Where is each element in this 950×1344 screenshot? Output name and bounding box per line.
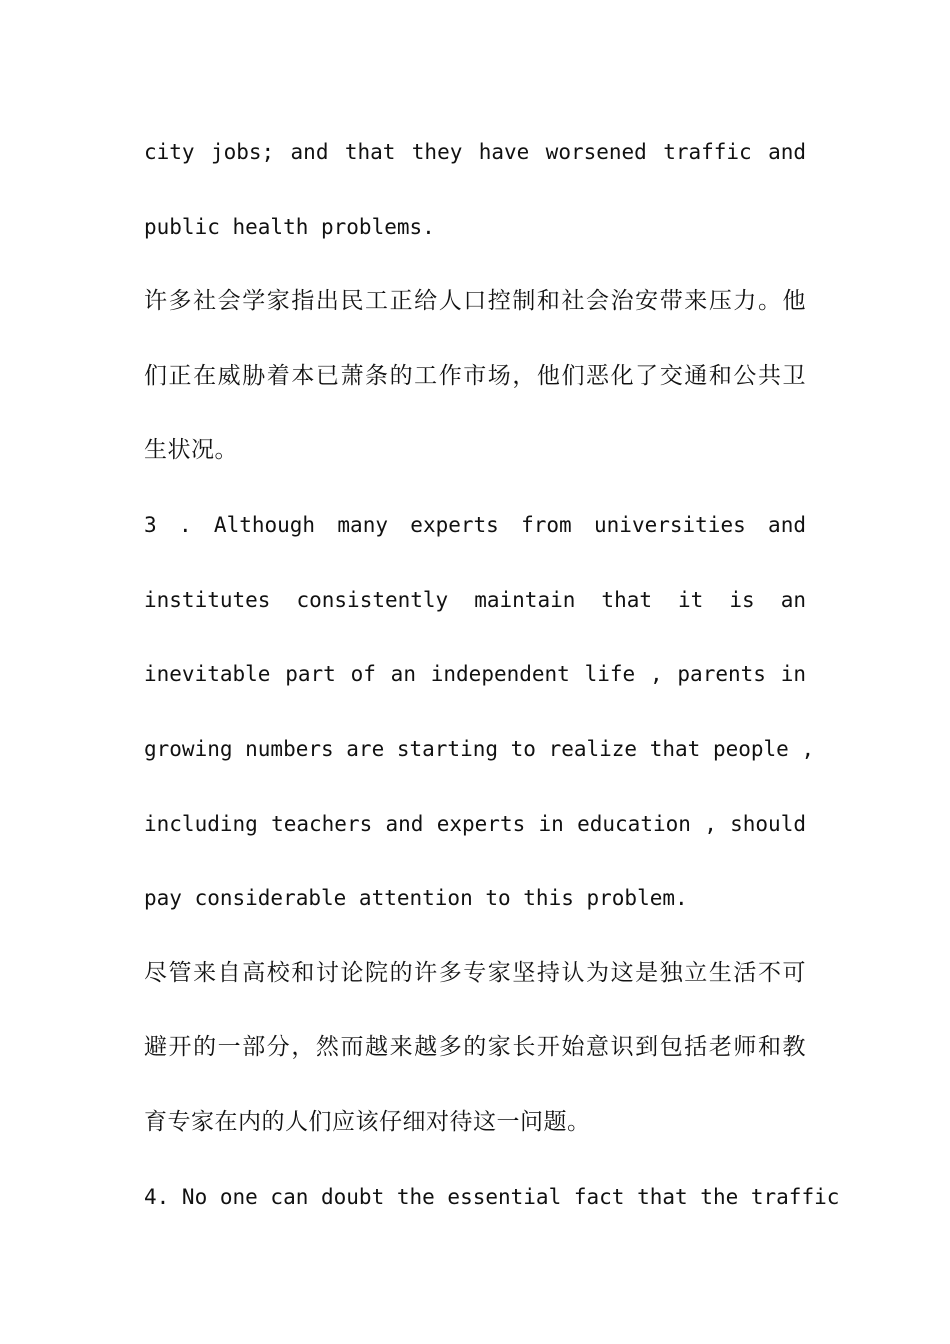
text-line-zh: 生状况。 [144, 437, 238, 463]
text-line-en: city jobs; and that they have worsened traffic and [144, 140, 806, 164]
text-line-en: growing numbers are starting to realize that people , [144, 737, 815, 761]
text-line-zh: 尽管来自高校和讨论院的许多专家坚持认为这是独立生活不可 [144, 960, 806, 986]
text-line-en: 4. No one can doubt the essential fact that the traffic [144, 1185, 840, 1209]
text-line-en: public health problems. [144, 215, 435, 239]
text-line-zh: 育专家在内的人们应该仔细对待这一问题。 [144, 1109, 591, 1135]
text-line-en: including teachers and experts in education , should [144, 812, 806, 836]
text-line-zh: 许多社会学家指出民工正给人口控制和社会治安带来压力。他 [144, 288, 806, 314]
text-line-en: institutes consistently maintain that it is an [144, 588, 806, 612]
text-line-zh: 避开的一部分，然而越来越多的家长开始意识到包括老师和教 [144, 1034, 806, 1060]
text-line-en: inevitable part of an independent life , parents in [144, 662, 806, 686]
text-line-zh: 们正在威胁着本已萧条的工作市场，他们恶化了交通和公共卫 [144, 363, 806, 389]
text-line-en: pay considerable attention to this problem. [144, 886, 688, 910]
text-line-en: 3 . Although many experts from universities and [144, 513, 806, 537]
